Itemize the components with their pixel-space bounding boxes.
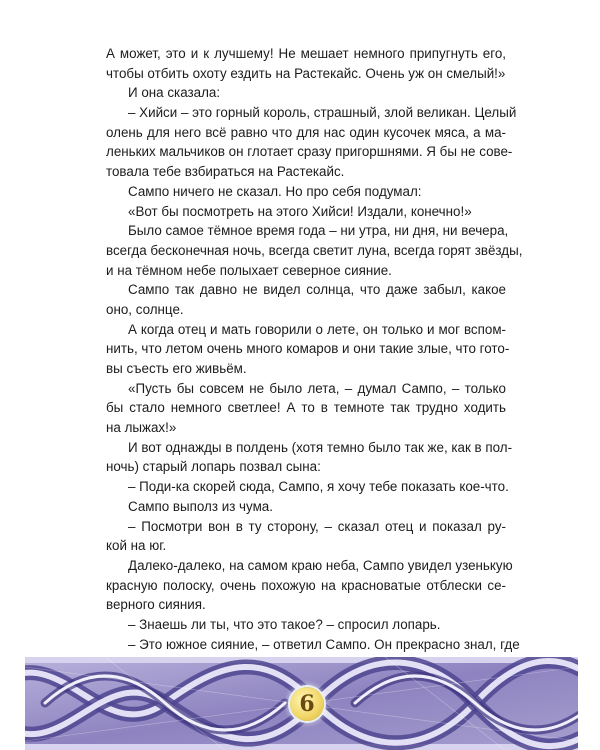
text-line: «Вот бы посмотреть на этого Хийси! Издали, конечно!» [128, 203, 472, 219]
text-line: Сампо так давно не видел солнца, что даже забыл, какое [128, 282, 506, 298]
text-line: бы стало немного светлее! А то в темноте так трудно ходить [106, 400, 506, 416]
text-line: нить, что летом очень много комаров и они такие злые, что гото- [106, 341, 510, 357]
text-line: Было самое тёмное время года – ни утра, ни дня, ни вечера, [128, 223, 509, 239]
text-line: кой на юг. [106, 538, 167, 554]
text-line: – Посмотри вон в ту сторону, – сказал отец и показал ру- [128, 518, 506, 534]
page-number-badge [290, 687, 324, 721]
text-line: И вот однажды в полдень (хотя темно было так же, как в пол- [128, 439, 513, 455]
text-line: красную полоску, очень похожую на красноватые отблески се- [106, 577, 506, 593]
text-line: ночь) старый лопарь позвал сына: [106, 459, 321, 475]
text-line: оно, солнце. [106, 301, 184, 317]
text-line: товала тебе взбираться на Растекайс. [106, 164, 345, 180]
text-line: – Знаешь ли ты, что это такое? – спросил лопарь. [128, 616, 441, 632]
text-line: А когда отец и мать говорили о лете, он только и мог вспом- [128, 321, 506, 337]
text-line: – Это южное сияние, – ответил Сампо. Он прекрасно знал, где [128, 636, 520, 652]
text-line: вы съесть его живьём. [106, 361, 247, 376]
text-line: И она сказала: [128, 85, 221, 101]
text-line: Сампо ничего не сказал. Но про себя подумал: [128, 183, 422, 199]
text-line: чтобы отбить охоту ездить на Растекайс. Очень уж он смелый!» [106, 65, 506, 81]
story-text [106, 44, 523, 694]
text-line: всегда бесконечная ночь, всегда светит луна, всегда горят звёзды, [106, 242, 523, 258]
text-line: – Хийси – это горный король, страшный, злой великан. Целый [128, 105, 517, 121]
text-line: олень для него всё равно что для нас один кусочек мяса, а ма- [106, 124, 506, 140]
text-line: А может, это и к лучшему! Не мешает немного припугнуть его, [106, 46, 506, 61]
text-line: Сампо выполз из чума. [128, 498, 273, 514]
text-line: Далеко-далеко, на самом краю неба, Сампо увидел узенькую [128, 557, 513, 573]
text-line: на лыжах!» [106, 420, 177, 436]
text-line: и на тёмном небе полыхает северное сияние. [106, 262, 392, 278]
text-line: леньких мальчиков он глотает сразу пригоршнями. Я бы не сове- [106, 144, 513, 160]
page-number: 6 [299, 691, 315, 717]
text-line: верного сияния. [106, 597, 206, 613]
text-line: «Пусть бы совсем не было лета, – думал Сампо, – только [128, 380, 506, 396]
text-line: – Поди-ка скорей сюда, Сампо, я хочу тебе показать кое-что. [128, 479, 509, 495]
